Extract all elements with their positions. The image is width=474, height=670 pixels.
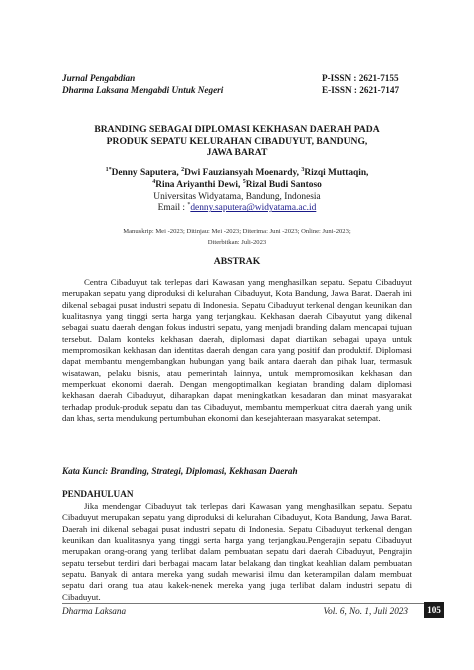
author-2: Dwi Fauziansyah Moenardy, [184,168,302,178]
email-label: Email : [157,203,188,214]
author-1: Denny Saputera, [111,168,182,178]
author-5: Rizal Budi Santoso [245,179,322,190]
email-line [40,203,434,215]
abstract-paragraph: Centra Cibaduyut tak terlepas dari Kawasan yang menghasilkan sepatu. Sepatu Cibaduyut merupakan sepatu yang diproduksi di kelurahan Cibaduyut, Kota Bandung, Jawa Barat. Daerah ini dikenal sebagai pusat industri sepatu di Indonesia. Sepatu Cibaduyut terkenal dengan keunikan dan kualitasnya yang tinggi serta harga yang terjangkau. Kekhasan daerah Cibayutut yang dikenal sebagai suatu daerah dengan fokus industri sepatu, yang menjadi branding dalam mencapai tujuan tersebut. Dalam konteks kekhasan daerah, diplomasi dapat diartikan sebagai upaya untuk mempromosikan kekhasan dan identitas daerah dengan cara yang positif dan produktif. Diplomasi dapat membantu mengembangkan hubungan yang baik antara daerah dan pihak luar, termasuk wisatawan, pelaku bisnis, atau pemerintah lainnya, untuk mempromosikan kekhasan dan memperkuat ekonomi daerah. Dengan mengoptimalkan kegiatan branding dalam diplomasi kekhasan daerah Cibaduyut, diharapkan dapat meningkatkan kesadaran dan minat masyarakat terhadap produk-produk sepatu dan tas Cibaduyut, membantu memperkuat citra daerah yang unik dan khas, serta mendukung pertumbuhan ekonomi dan kesejahteraan masyarakat setempat. [62,277,412,424]
footer-journal: Dharma Laksana [62,606,127,616]
journal-name-line1: Jurnal Pengabdian [62,73,136,83]
abstract-heading: ABSTRAK [213,256,261,267]
affiliation: Universitas Widyatama, Bandung, Indonesia [153,191,321,202]
footer-volume: Vol. 6, No. 1, Juli 2023 [323,606,408,616]
email-marker: * [187,202,191,209]
author-4: Rina Ariyanthi Dewi, [155,179,243,190]
page-footer [62,604,408,618]
author-5-marker: 5 [242,178,246,185]
author-line-2 [40,180,434,192]
page-number: 105 [424,602,444,618]
manuscript-dates-line-2: Diterbitkan: Juli-2023 [207,239,267,246]
journal-name-line2: Dharma Laksana Mengabdi Untuk Negeri [62,85,224,95]
pendahuluan-paragraph: Jika mendengar Cibaduyut tak terlepas dari Kawasan yang menghasilkan sepatu. Sepatu Cibaduyut merupakan sepatu yang diproduksi di kelurahan Cibaduyut, Kota Bandung, Jawa Barat. Daerah ini dikenal sebagai pusat industri sepatu di Indonesia. Sepatu Cibaduyut terkenal dengan keunikan dan kualitasnya yang tinggi serta harga yang terjangkau.Pengerajin sepatu Cibaduyut merupakan orang-orang yang terlibat dalam pembuatan sepatu dari daerah Cibaduyut, Pengrajin sepatu tersebut terdiri dari berbagai macam latar belakang dan tingkat keahlian dalam pembuatan sepatu. Banyak di antara mereka yang sudah mewarisi ilmu dan keterampilan dalam membuat sepatu dari orang tua atau kakek-nenek mereka yang juga terlibat dalam industri sepatu di Cibaduyut. [62,501,412,602]
pendahuluan-body [62,501,412,603]
e-issn: E-ISSN : 2621-7147 [322,85,400,95]
manuscript-dates [58,226,416,248]
author-line-1 [40,168,434,180]
abstract-body [62,277,412,424]
email-link[interactable]: denny.saputera@widyatama.ac.id [190,203,317,214]
title-line-3: JAWA BARAT [206,147,268,158]
manuscript-dates-line-1: Manuskrip: Mei -2023; Ditinjau: Mei -2023; Diterima: Juni -2023; Online: Juni-2023; [123,228,351,235]
pendahuluan-heading: PENDAHULUAN [62,489,134,499]
p-issn: P-ISSN : 2621-7155 [322,73,399,83]
author-2-marker: 2 [181,166,185,173]
author-block [40,168,434,215]
title-line-2: PRODUK SEPATU KELURAHAN CIBADUYUT, BANDUNG, [106,135,368,147]
author-3-marker: 3 [301,166,305,173]
author-4-marker: 4 [152,178,156,185]
article-title [70,124,404,159]
author-3: Rizqi Muttaqin, [304,168,369,178]
journal-header [62,72,412,96]
author-1-marker: 1* [105,166,112,173]
title-line-1: BRANDING SEBAGAI DIPLOMASI KEKHASAN DAERAH PADA [94,124,380,135]
keywords: Kata Kunci: Branding, Strategi, Diplomasi, Kekhasan Daerah [62,466,298,476]
